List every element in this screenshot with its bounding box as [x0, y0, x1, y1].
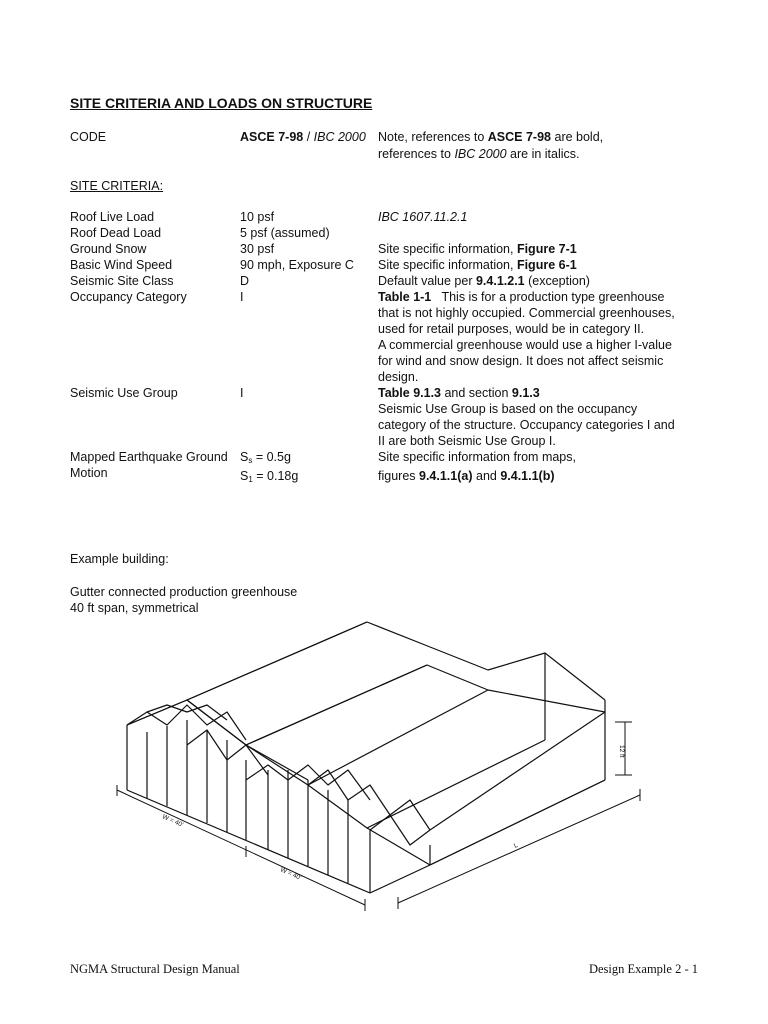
example-heading: Example building:: [70, 552, 169, 566]
ref-text: (exception): [524, 274, 590, 288]
mapped-ref-line1: Site specific information from maps,: [378, 450, 576, 464]
ss-symbol: S: [240, 450, 249, 464]
ref-text: and section: [441, 386, 512, 400]
roof-dead-label: Roof Dead Load: [70, 226, 162, 240]
roof-live-value: 10 psf: [240, 210, 275, 224]
seismic-use-ref-line3: category of the structure. Occupancy categories I and: [378, 418, 675, 432]
ref-text: and: [472, 469, 501, 483]
seismic-use-value: I: [240, 386, 244, 400]
ground-snow-label: Ground Snow: [70, 242, 147, 256]
dim-span2-label: W = 40': [279, 866, 303, 882]
page-title: SITE CRITERIA AND LOADS ON STRUCTURE: [70, 95, 373, 111]
seismic-class-value: D: [240, 274, 250, 288]
roof-back-profile: [187, 622, 605, 700]
ref-bold: Figure 6-1: [516, 258, 577, 272]
wind-value: 90 mph, Exposure C: [240, 258, 354, 272]
footer-left: NGMA Structural Design Manual: [70, 962, 240, 976]
ref-bold: 9.4.1.1(a): [419, 469, 473, 483]
seismic-use-ref-line4: II are both Seismic Use Group I.: [378, 434, 556, 448]
ref-text: Site specific information,: [378, 242, 517, 256]
ref-text: figures: [378, 469, 419, 483]
roof-live-label: Roof Live Load: [70, 210, 155, 224]
code-label: CODE: [70, 130, 107, 144]
code-value-bold: ASCE 7-98: [240, 130, 304, 144]
seismic-class-label: Seismic Site Class: [70, 274, 174, 288]
dim-span1-label: W = 40': [161, 813, 185, 829]
code-note-bold: ASCE 7-98: [487, 130, 552, 144]
ref-bold: Table 1-1: [378, 290, 432, 304]
code-note-italic: IBC 2000: [454, 147, 507, 161]
roof-live-ref: IBC 1607.11.2.1: [378, 210, 468, 224]
ref-text: Default value per: [378, 274, 476, 288]
example-line2: 40 ft span, symmetrical: [70, 601, 199, 615]
ground-snow-value: 30 psf: [240, 242, 275, 256]
ref-bold: 9.1.3: [511, 386, 540, 400]
code-note-text: are bold,: [551, 130, 604, 144]
ss-subscript: s: [248, 456, 253, 465]
occupancy-ref-line2: that is not highly occupied. Commercial greenhouses,: [378, 306, 675, 320]
s1-symbol: S: [240, 469, 249, 483]
code-value-italic: IBC 2000: [313, 130, 366, 144]
footer-right: Design Example 2 - 1: [588, 962, 698, 976]
code-note-text: are in italics.: [506, 147, 580, 161]
ref-bold: Table 9.1.3: [378, 386, 441, 400]
seismic-use-ref-line2: Seismic Use Group is based on the occupancy: [378, 402, 638, 416]
s1-subscript: 1: [248, 475, 253, 484]
code-note-text: Note, references to: [378, 130, 488, 144]
dim-length-label: L: [512, 841, 520, 850]
ss-number: = 0.5g: [252, 450, 291, 464]
s1-number: = 0.18g: [252, 469, 299, 483]
site-criteria-heading: SITE CRITERIA:: [70, 179, 164, 193]
ref-bold: 9.4.1.2.1: [475, 274, 525, 288]
occupancy-label: Occupancy Category: [70, 290, 187, 304]
code-note-text: references to: [378, 147, 455, 161]
roof-mid-profile: [246, 665, 605, 745]
occupancy-ref-line3: used for retail purposes, would be in category II.: [378, 322, 645, 336]
occupancy-ref-line5: for wind and snow design. It does not affect seismic: [378, 354, 664, 368]
code-value-sep: /: [303, 130, 314, 144]
ref-text: This is for a production type greenhouse: [431, 290, 665, 304]
roof-dead-value: 5 psf (assumed): [240, 226, 330, 240]
occupancy-ref-line4: A commercial greenhouse would use a higher I-value: [378, 338, 672, 352]
mapped-label-line2: Motion: [70, 466, 108, 480]
seismic-use-label: Seismic Use Group: [70, 386, 178, 400]
front-gable: [127, 700, 430, 865]
ref-bold: 9.4.1.1(b): [500, 469, 555, 483]
example-line1: Gutter connected production greenhouse: [70, 585, 298, 599]
dim-height-label: 12 ft: [618, 745, 625, 758]
occupancy-ref-line6: design.: [378, 370, 419, 384]
mapped-label-line1: Mapped Earthquake Ground: [70, 450, 228, 464]
ref-text: Site specific information,: [378, 258, 517, 272]
ref-bold: Figure 7-1: [516, 242, 577, 256]
wind-label: Basic Wind Speed: [70, 258, 173, 272]
occupancy-value: I: [240, 290, 244, 304]
dim-length-line: [398, 795, 640, 903]
